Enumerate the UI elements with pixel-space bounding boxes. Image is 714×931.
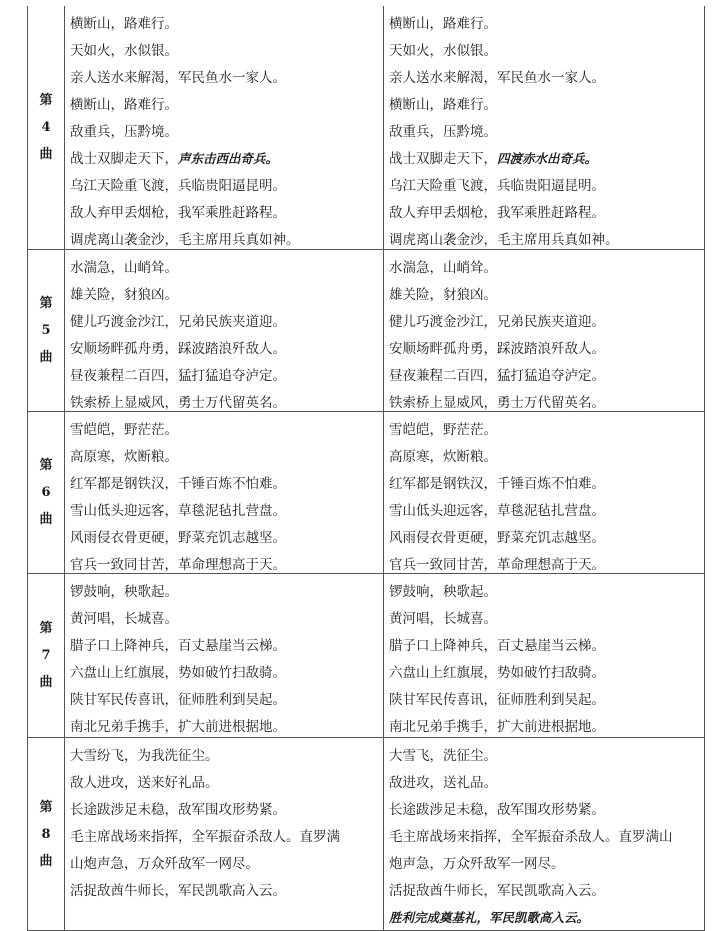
lyric-text: 铁索桥上显威风，勇士万代留英名。 [70,395,286,411]
section-label-char: 第 [39,93,53,108]
section-label-char: 5 [41,323,51,338]
lyric-text: 红军都是钢铁汉，千锤百炼不怕难。 [389,476,605,492]
revised-lyrics-column [384,6,704,249]
lyric-line [389,583,497,601]
section-label-char: 6 [41,485,51,500]
lyric-text: 长途跋涉足未稳，敌军围攻形势紧。 [389,802,605,818]
lyric-line [70,150,278,168]
revised-phrase: 声东击西出奇兵。 [178,151,279,166]
section-label-char: 第 [39,458,53,473]
lyric-text: 雪山低头迎远客，草毯泥毡扎营盘。 [70,503,286,519]
original-lyrics-column [65,412,384,573]
section-label [28,6,65,249]
section-label-char: 8 [41,826,51,842]
lyric-text: 官兵一致同甘苦，革命理想高于天。 [389,557,605,573]
lyric-line [389,96,497,114]
lyric-text: 健儿巧渡金沙江，兄弟民族夹道迎。 [70,314,286,330]
lyric-text: 横断山，路难行。 [389,97,497,113]
lyric-line [389,801,605,819]
lyric-text: 风雨侵衣骨更硬，野菜充饥志越坚。 [70,530,286,546]
lyric-line [70,259,178,277]
lyric-line [70,556,286,574]
lyric-line [389,448,497,466]
lyric-text: 雄关险，豺狼凶。 [389,287,497,303]
lyric-line [70,475,286,493]
lyric-line [70,747,219,765]
lyric-line [389,15,497,33]
lyric-text: 六盘山上红旗展，势如破竹扫敌骑。 [70,665,286,681]
lyric-text: 腊子口上降神兵，百丈悬崖当云梯。 [70,638,286,654]
lyric-text: 天如火，水似银。 [389,43,497,59]
lyric-line [389,909,589,927]
lyric-line [389,394,605,412]
lyric-line [389,556,605,574]
section-label-char: 第 [39,621,53,636]
lyric-line [70,718,286,736]
lyric-line [70,774,219,792]
lyric-text: 黄河唱，长城喜。 [70,611,178,627]
lyric-line [389,42,497,60]
lyric-line [389,313,605,331]
lyric-text: 高原寒，炊断粮。 [70,449,178,465]
section-row [27,412,705,574]
lyric-text: 南北兄弟手携手，扩大前进根据地。 [70,719,286,735]
lyric-text: 炮声急，万众歼敌军一网尽。 [389,856,565,872]
section-label [28,574,65,737]
lyric-text: 乌江天险重飞渡，兵临贵阳逼昆明。 [70,178,286,194]
lyric-line [70,610,178,628]
lyric-text: 高原寒，炊断粮。 [389,449,497,465]
lyric-text: 毛主席战场来指挥，全军振奋杀敌人。直罗满 [70,829,340,845]
section-label [28,412,65,573]
lyric-line [389,367,605,385]
lyric-line [389,855,565,873]
lyric-line [389,610,497,628]
section-row [27,6,705,250]
lyric-line [389,69,605,87]
lyric-line [70,367,286,385]
lyric-line [70,123,178,141]
lyric-line [389,123,497,141]
lyric-line [70,42,178,60]
lyric-text: 昼夜兼程二百四，猛打猛追夺泸定。 [70,368,286,384]
lyric-line [389,664,605,682]
lyric-text: 活捉敌酋牛师长，军民凯歌高入云。 [389,883,605,899]
section-label-char: 曲 [39,147,53,162]
lyric-text: 乌江天险重飞渡，兵临贵阳逼昆明。 [389,178,605,194]
lyric-text: 黄河唱，长城喜。 [389,611,497,627]
lyric-line [389,475,605,493]
lyric-line [70,96,178,114]
lyric-line [70,828,340,846]
lyric-text: 水湍急，山峭耸。 [389,260,497,276]
lyric-line [389,882,605,900]
lyric-line [389,747,497,765]
lyric-text: 毛主席战场来指挥，全军振奋杀敌人。直罗满山 [389,829,673,845]
section-label-char: 第 [39,296,53,311]
lyric-text: 战士双脚走天下， [389,151,497,167]
lyric-line [70,448,178,466]
lyric-line [70,394,286,412]
lyric-text: 调虎离山袭金沙，毛主席用兵真如神。 [70,232,300,248]
lyric-text: 安顺场畔孤舟勇，踩波踏浪歼敌人。 [70,341,286,357]
section-label-char: 第 [39,799,53,815]
lyric-text: 雪山低头迎远客，草毯泥毡扎营盘。 [389,503,605,519]
original-lyrics-column [65,250,384,411]
lyric-text: 敌进攻，送礼品。 [389,775,497,791]
lyric-line [70,15,178,33]
lyric-line [70,529,286,547]
lyric-line [389,718,605,736]
lyric-text: 红军都是钢铁汉，千锤百炼不怕难。 [70,476,286,492]
original-lyrics-column [65,6,384,249]
lyric-text: 雄关险，豺狼凶。 [70,287,178,303]
lyric-line [389,204,605,222]
lyric-text: 陕甘军民传喜讯，征师胜利到吴起。 [389,692,605,708]
lyric-text: 南北兄弟手携手，扩大前进根据地。 [389,719,605,735]
lyric-text: 风雨侵衣骨更硬，野菜充饥志越坚。 [389,530,605,546]
lyric-line [389,421,497,439]
lyric-line [389,177,605,195]
revised-phrase: 胜利完成奠基礼，军民凯歌高入云。 [389,910,590,925]
lyric-line [70,664,286,682]
lyric-line [389,231,619,249]
lyric-line [389,529,605,547]
lyric-line [389,774,497,792]
lyric-line [70,177,286,195]
lyric-text: 腊子口上降神兵，百丈悬崖当云梯。 [389,638,605,654]
lyric-text: 战士双脚走天下， [70,151,178,167]
lyric-line [70,801,286,819]
lyric-line [70,691,286,709]
section-label-char: 4 [41,120,51,135]
lyric-text: 大雪飞，洗征尘。 [389,748,497,764]
lyric-line [70,421,178,439]
lyric-text: 活捉敌酋牛师长，军民凯歌高入云。 [70,883,286,899]
lyric-text: 铁索桥上显威风，勇士万代留英名。 [389,395,605,411]
lyric-text: 敌重兵，压黔境。 [389,124,497,140]
section-label [28,250,65,411]
lyric-text: 亲人送水来解渴，军民鱼水一家人。 [389,70,605,86]
lyric-line [389,637,605,655]
lyric-line [70,286,178,304]
lyric-line [70,340,286,358]
section-label-char: 曲 [39,512,53,527]
lyric-text: 雪皑皑，野茫茫。 [70,422,178,438]
revised-phrase: 四渡赤水出奇兵。 [497,151,598,166]
lyric-text: 亲人送水来解渴，军民鱼水一家人。 [70,70,286,86]
revised-lyrics-column [384,574,704,737]
lyric-text: 敌人进攻，送来好礼品。 [70,775,219,791]
lyric-text: 横断山，路难行。 [70,16,178,32]
section-row [27,738,705,931]
lyric-text: 安顺场畔孤舟勇，踩波踏浪歼敌人。 [389,341,605,357]
section-label-char: 曲 [39,675,53,690]
lyric-text: 雪皑皑，野茫茫。 [389,422,497,438]
lyric-line [389,286,497,304]
section-row [27,574,705,738]
lyric-line [70,69,286,87]
lyric-line [70,502,286,520]
lyric-text: 昼夜兼程二百四，猛打猛追夺泸定。 [389,368,605,384]
lyric-text: 横断山，路难行。 [389,16,497,32]
lyric-text: 陕甘军民传喜讯，征师胜利到吴起。 [70,692,286,708]
lyric-text: 敌重兵，压黔境。 [70,124,178,140]
lyric-line [70,231,300,249]
lyric-line [389,150,597,168]
lyric-text: 锣鼓响，秧歌起。 [70,584,178,600]
original-lyrics-column [65,574,384,737]
section-label [28,738,65,930]
section-label-char: 7 [41,648,51,663]
lyric-line [389,259,497,277]
lyric-text: 山炮声急，万众歼敌军一网尽。 [70,856,259,872]
lyric-line [389,828,673,846]
lyric-text: 水湍急，山峭耸。 [70,260,178,276]
lyric-text: 六盘山上红旗展，势如破竹扫敌骑。 [389,665,605,681]
lyric-text: 敌人弃甲丢烟枪，我军乘胜赶路程。 [389,205,605,221]
lyric-text: 调虎离山袭金沙，毛主席用兵真如神。 [389,232,619,248]
lyric-line [389,691,605,709]
lyric-text: 大雪纷飞，为我洗征尘。 [70,748,219,764]
section-label-char: 曲 [39,350,53,365]
revised-lyrics-column [384,738,704,930]
lyric-line [70,204,286,222]
lyric-text: 官兵一致同甘苦，革命理想高于天。 [70,557,286,573]
lyric-text: 健儿巧渡金沙江，兄弟民族夹道迎。 [389,314,605,330]
section-row [27,250,705,412]
lyric-line [389,340,605,358]
revised-lyrics-column [384,412,704,573]
lyric-line [70,637,286,655]
lyric-line [70,855,259,873]
lyric-line [389,502,605,520]
lyric-text: 敌人弃甲丢烟枪，我军乘胜赶路程。 [70,205,286,221]
revised-lyrics-column [384,250,704,411]
section-label-char: 曲 [39,853,53,869]
lyric-text: 横断山，路难行。 [70,97,178,113]
lyric-line [70,583,178,601]
original-lyrics-column [65,738,384,930]
lyric-line [70,313,286,331]
lyric-text: 锣鼓响，秧歌起。 [389,584,497,600]
lyric-text: 天如火，水似银。 [70,43,178,59]
lyric-line [70,882,286,900]
lyric-text: 长途跋涉足未稳，敌军围攻形势紧。 [70,802,286,818]
